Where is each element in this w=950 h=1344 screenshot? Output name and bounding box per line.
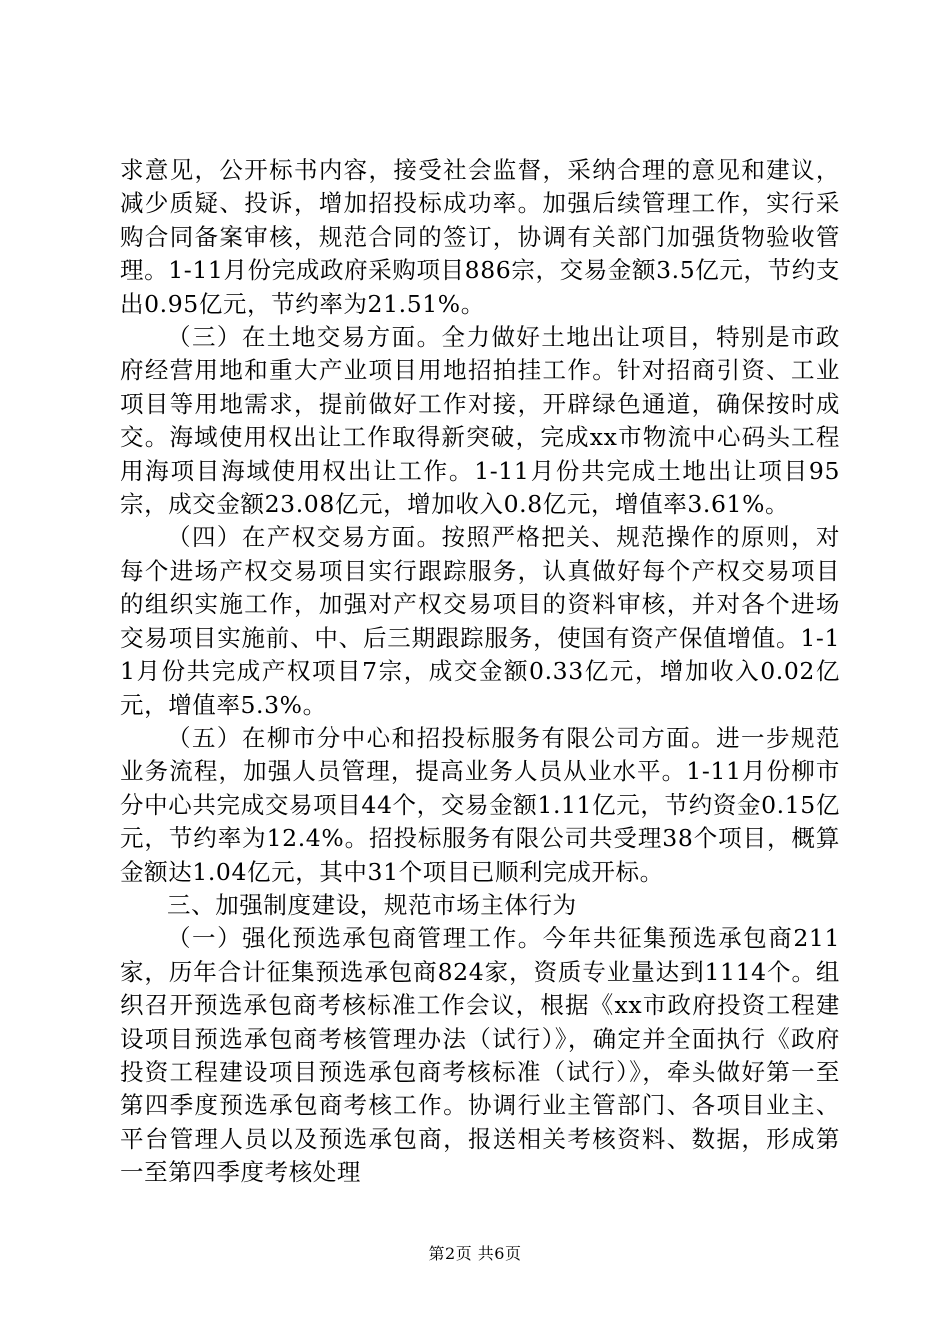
- paragraph-liushi-subcenter: （五）在柳市分中心和招投标服务有限公司方面。进一步规范业务流程，加强人员管理，提高业务人员从业水平。1-11月份柳市分中心共完成交易项目44个，交易金额1.11亿元，节约资金0.15亿元，节约率为12.4%。招投标服务有限公司共受理38个项目，概算金额达1.04亿元，其中31个项目已顺利完成开标。: [120, 723, 840, 886]
- paragraph-procurement-continued: 求意见，公开标书内容，接受社会监督，采纳合理的意见和建议，减少质疑、投诉，增加招投标成功率。加强后续管理工作，实行采购合同备案审核，规范合同的签订，协调有关部门加强货物验收管理。1-11月份完成政府采购项目886宗，交易金额3.5亿元，节约支出0.95亿元，节约率为21.51%。: [120, 156, 840, 318]
- paragraph-contractor-management: （一）强化预选承包商管理工作。今年共征集预选承包商211家，历年合计征集预选承包商824家，资质专业量达到1114个。组织召开预选承包商考核标准工作会议，根据《xx市政府投资工程建设项目预选承包商考核管理办法（试行）》，确定并全面执行《政府投资工程建设项目预选承包商考核标准（试行）》，牵头做好第一至第四季度预选承包商考核工作。协调行业主管部门、各项目业主、平台管理人员以及预选承包商，报送相关考核资料、数据，形成第一至第四季度考核处理: [120, 924, 840, 1187]
- document-body: [120, 154, 840, 1190]
- page-number-footer: 第2页 共6页: [428, 1244, 522, 1263]
- paragraph-land-transaction: （三）在土地交易方面。全力做好土地出让项目，特别是市政府经营用地和重大产业项目用地招拍挂工作。针对招商引资、工业项目等用地需求，提前做好工作对接，开辟绿色通道，确保按时成交。海域使用权出让工作取得新突破，完成xx市物流中心码头工程用海项目海域使用权出让工作。1-11月份共完成土地出让项目95宗，成交金额23.08亿元，增加收入0.8亿元，增值率3.61%。: [120, 323, 840, 519]
- section-heading-system-building: 三、加强制度建设，规范市场主体行为: [167, 890, 577, 919]
- paragraph-property-transaction: （四）在产权交易方面。按照严格把关、规范操作的原则，对每个进场产权交易项目实行跟踪服务，认真做好每个产权交易项目的组织实施工作，加强对产权交易项目的资料审核，并对各个进场交易项目实施前、中、后三期跟踪服务，使国有资产保值增值。1-11月份共完成产权项目7宗，成交金额0.33亿元，增加收入0.02亿元，增值率5.3%。: [120, 523, 840, 719]
